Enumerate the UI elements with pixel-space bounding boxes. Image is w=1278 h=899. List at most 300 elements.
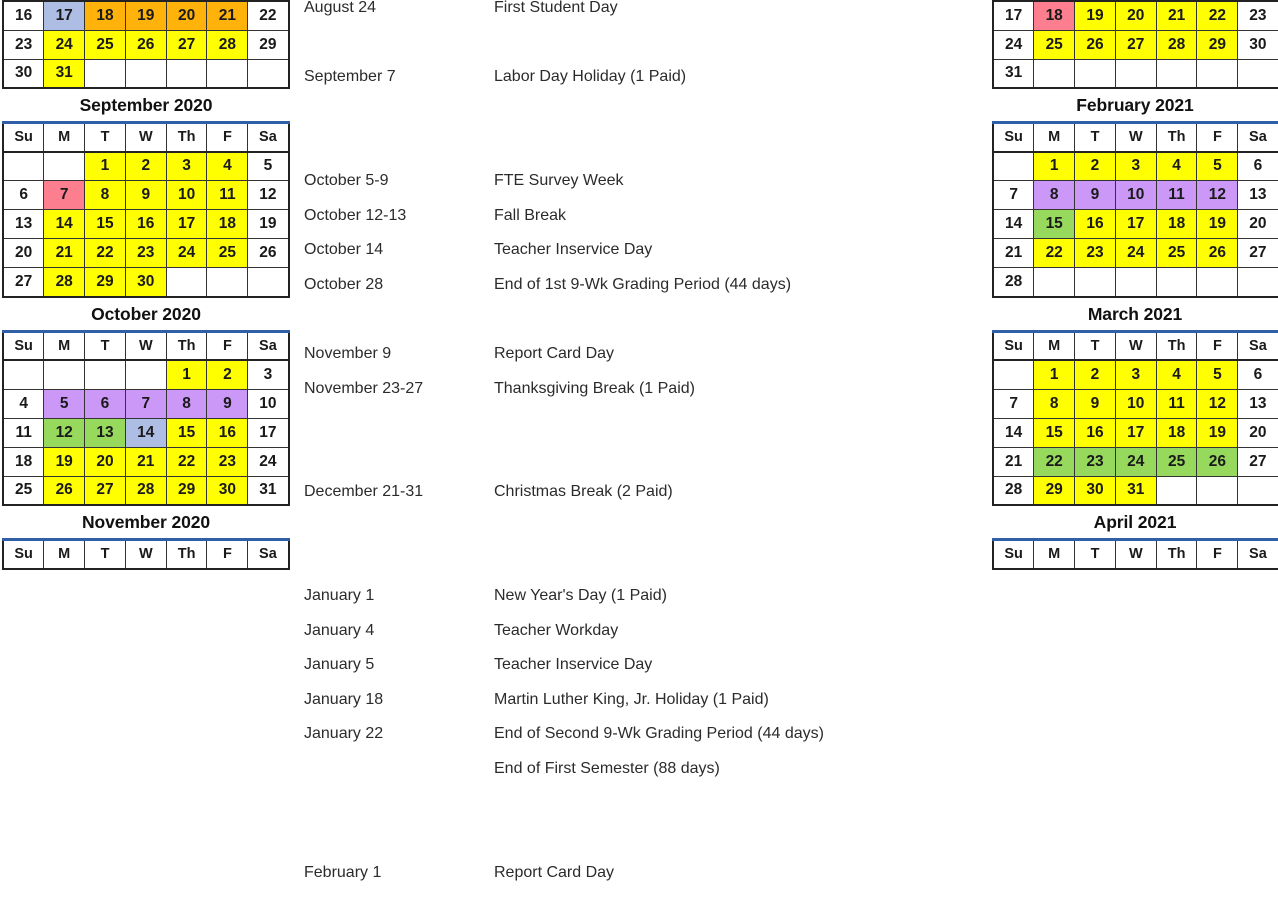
month-title: October 2020	[91, 303, 201, 324]
day-cell-6[interactable]: 6	[85, 389, 126, 418]
weekday-header-m: M	[1034, 123, 1075, 152]
day-cell-20[interactable]: 20	[1115, 1, 1156, 30]
calendar-week-row	[3, 418, 289, 447]
day-cell-16[interactable]: 16	[3, 1, 44, 30]
event-date: January 5	[304, 656, 375, 674]
day-cell-7[interactable]: 7	[993, 181, 1034, 210]
calendar-week-row	[3, 476, 289, 505]
day-cell-24[interactable]: 24	[1115, 239, 1156, 268]
day-cell-27[interactable]: 27	[3, 268, 44, 297]
weekday-header-w: W	[1115, 331, 1156, 360]
day-cell-8[interactable]: 8	[1034, 389, 1075, 418]
weekday-header-sa: Sa	[1238, 331, 1278, 360]
day-cell-27[interactable]: 27	[1238, 447, 1278, 476]
calendar-week-row	[3, 239, 289, 268]
day-cell-13[interactable]: 13	[1238, 389, 1278, 418]
day-cell-24[interactable]: 24	[248, 447, 289, 476]
day-cell-30[interactable]: 30	[3, 59, 44, 88]
weekday-header-f: F	[207, 540, 248, 569]
calendar-grid	[2, 330, 290, 507]
calendar-week-row	[993, 181, 1278, 210]
day-cell-4[interactable]: 4	[3, 389, 44, 418]
left-calendar-column	[0, 0, 290, 899]
day-cell-16[interactable]: 16	[1075, 210, 1116, 239]
day-cell-4[interactable]: 4	[1156, 360, 1197, 389]
weekday-header-f: F	[207, 331, 248, 360]
calendar-grid	[2, 121, 290, 298]
calendar-week-row	[3, 210, 289, 239]
day-cell-6[interactable]: 6	[3, 181, 44, 210]
day-cell-18[interactable]: 18	[3, 447, 44, 476]
event-date: December 21-31	[304, 483, 424, 501]
day-cell-23[interactable]: 23	[207, 447, 248, 476]
event-description: Thanksgiving Break (1 Paid)	[494, 379, 695, 397]
day-cell-27[interactable]: 27	[166, 30, 207, 59]
day-cell-28[interactable]: 28	[207, 30, 248, 59]
event-row	[304, 381, 988, 416]
day-cell-8[interactable]: 8	[85, 181, 126, 210]
day-cell-3[interactable]: 3	[1115, 152, 1156, 181]
day-cell-13[interactable]: 13	[1238, 181, 1278, 210]
event-row	[304, 865, 988, 899]
month-march-2021	[992, 298, 1278, 507]
calendar-week-row	[993, 30, 1278, 59]
day-cell-7[interactable]: 7	[44, 181, 85, 210]
day-cell-18[interactable]: 18	[85, 1, 126, 30]
day-cell-21[interactable]: 21	[125, 447, 166, 476]
month-title: February 2021	[1076, 95, 1194, 115]
weekday-header-su: Su	[993, 123, 1034, 152]
day-cell-5[interactable]: 5	[44, 389, 85, 418]
calendar-week-row	[993, 1, 1278, 30]
day-cell-13[interactable]: 13	[3, 210, 44, 239]
calendar-week-row	[993, 210, 1278, 239]
day-cell-17[interactable]: 17	[248, 418, 289, 447]
day-cell-empty	[125, 360, 166, 389]
day-cell-7[interactable]: 7	[993, 389, 1034, 418]
day-cell-25[interactable]: 25	[1156, 239, 1197, 268]
day-cell-28[interactable]: 28	[125, 476, 166, 505]
weekday-header-w: W	[1115, 123, 1156, 152]
day-cell-5[interactable]: 5	[1197, 360, 1238, 389]
day-cell-21[interactable]: 21	[993, 447, 1034, 476]
day-cell-empty	[1034, 59, 1075, 88]
day-cell-14[interactable]: 14	[993, 210, 1034, 239]
weekday-header-sa: Sa	[248, 331, 289, 360]
day-cell-15[interactable]: 15	[85, 210, 126, 239]
weekday-header-su: Su	[3, 540, 44, 569]
day-cell-3[interactable]: 3	[248, 360, 289, 389]
day-cell-9[interactable]: 9	[1075, 389, 1116, 418]
day-cell-20[interactable]: 20	[85, 447, 126, 476]
day-cell-8[interactable]: 8	[1034, 181, 1075, 210]
day-cell-empty	[3, 152, 44, 181]
calendar-week-row	[993, 476, 1278, 505]
event-row	[304, 346, 988, 381]
day-cell-25[interactable]: 25	[3, 476, 44, 505]
day-cell-29[interactable]: 29	[85, 268, 126, 297]
calendar-week-row	[993, 59, 1278, 88]
event-date: October 28	[304, 275, 384, 293]
day-cell-empty	[3, 360, 44, 389]
weekday-header-sa: Sa	[248, 123, 289, 152]
event-date: November 9	[304, 344, 392, 362]
event-date: January 18	[304, 690, 384, 708]
weekday-header-m: M	[44, 123, 85, 152]
day-cell-30[interactable]: 30	[1075, 476, 1116, 505]
day-cell-22[interactable]: 22	[1034, 239, 1075, 268]
calendar-grid	[2, 538, 290, 570]
day-cell-empty	[1075, 59, 1116, 88]
day-cell-21[interactable]: 21	[44, 239, 85, 268]
event-row	[304, 242, 988, 277]
day-cell-1[interactable]: 1	[85, 152, 126, 181]
day-cell-24[interactable]: 24	[1115, 447, 1156, 476]
day-cell-17[interactable]: 17	[1115, 210, 1156, 239]
day-cell-6[interactable]: 6	[1238, 360, 1278, 389]
day-cell-empty	[1238, 268, 1278, 297]
day-cell-12[interactable]: 12	[248, 181, 289, 210]
calendar-grid	[992, 121, 1278, 298]
day-cell-26[interactable]: 26	[44, 476, 85, 505]
day-cell-10[interactable]: 10	[166, 181, 207, 210]
event-description: End of Second 9-Wk Grading Period (44 days)	[494, 725, 824, 743]
calendar-week-row	[3, 268, 289, 297]
weekday-header-m: M	[44, 540, 85, 569]
day-cell-10[interactable]: 10	[248, 389, 289, 418]
event-description: Teacher Workday	[494, 621, 619, 639]
day-cell-3[interactable]: 3	[166, 152, 207, 181]
day-cell-15[interactable]: 15	[166, 418, 207, 447]
day-cell-19[interactable]: 19	[1075, 1, 1116, 30]
calendar-grid	[2, 0, 290, 89]
day-cell-17[interactable]: 17	[1115, 418, 1156, 447]
weekday-header-row	[3, 123, 289, 152]
day-cell-28[interactable]: 28	[44, 268, 85, 297]
day-cell-30[interactable]: 30	[207, 476, 248, 505]
day-cell-25[interactable]: 25	[1034, 30, 1075, 59]
calendar-week-row	[993, 239, 1278, 268]
day-cell-5[interactable]: 5	[1197, 152, 1238, 181]
weekday-header-t: T	[1075, 331, 1116, 360]
day-cell-16[interactable]: 16	[125, 210, 166, 239]
day-cell-22[interactable]: 22	[248, 1, 289, 30]
weekday-header-w: W	[1115, 540, 1156, 569]
day-cell-1[interactable]: 1	[1034, 152, 1075, 181]
day-cell-4[interactable]: 4	[1156, 152, 1197, 181]
calendar-week-row	[3, 59, 289, 88]
day-cell-empty	[207, 59, 248, 88]
right-calendar-column	[988, 0, 1278, 899]
day-cell-31[interactable]: 31	[1115, 476, 1156, 505]
event-description: Fall Break	[494, 206, 567, 224]
day-cell-25[interactable]: 25	[85, 30, 126, 59]
day-cell-20[interactable]: 20	[166, 1, 207, 30]
day-cell-18[interactable]: 18	[1156, 418, 1197, 447]
event-date: January 4	[304, 621, 375, 639]
day-cell-21[interactable]: 21	[1156, 1, 1197, 30]
event-spacer	[304, 35, 988, 70]
month-title: April 2021	[1093, 512, 1177, 532]
event-row	[304, 173, 988, 208]
day-cell-1[interactable]: 1	[1034, 360, 1075, 389]
day-cell-21[interactable]: 21	[207, 1, 248, 30]
weekday-header-f: F	[1197, 331, 1238, 360]
weekday-header-row	[993, 540, 1278, 569]
event-date: September 7	[304, 68, 396, 86]
day-cell-empty	[85, 59, 126, 88]
day-cell-empty	[1034, 268, 1075, 297]
event-row	[304, 623, 988, 658]
day-cell-empty	[1156, 476, 1197, 505]
day-cell-empty	[248, 59, 289, 88]
day-cell-31[interactable]: 31	[993, 59, 1034, 88]
day-cell-26[interactable]: 26	[1075, 30, 1116, 59]
event-row	[304, 277, 988, 312]
month-august-2020-fragment	[2, 0, 290, 89]
event-date: October 12-13	[304, 206, 407, 224]
day-cell-17[interactable]: 17	[993, 1, 1034, 30]
day-cell-5[interactable]: 5	[248, 152, 289, 181]
event-spacer	[304, 104, 988, 139]
weekday-header-row	[3, 540, 289, 569]
calendar-grid	[992, 0, 1278, 89]
day-cell-28[interactable]: 28	[993, 476, 1034, 505]
day-cell-26[interactable]: 26	[125, 30, 166, 59]
day-cell-2[interactable]: 2	[1075, 152, 1116, 181]
day-cell-24[interactable]: 24	[44, 30, 85, 59]
calendar-week-row	[993, 152, 1278, 181]
day-cell-24[interactable]: 24	[993, 30, 1034, 59]
event-spacer	[304, 519, 988, 554]
event-description: FTE Survey Week	[494, 171, 624, 189]
day-cell-22[interactable]: 22	[1197, 1, 1238, 30]
weekday-header-th: Th	[1156, 540, 1197, 569]
calendar-week-row	[3, 447, 289, 476]
event-spacer	[304, 138, 988, 173]
day-cell-20[interactable]: 20	[1238, 418, 1278, 447]
day-cell-22[interactable]: 22	[85, 239, 126, 268]
day-cell-14[interactable]: 14	[125, 418, 166, 447]
calendar-week-row	[3, 30, 289, 59]
event-description: End of First Semester (88 days)	[494, 760, 720, 778]
calendar-week-row	[3, 152, 289, 181]
event-list	[290, 0, 988, 899]
calendar-week-row	[993, 389, 1278, 418]
event-description: Labor Day Holiday (1 Paid)	[494, 68, 687, 86]
weekday-header-f: F	[1197, 123, 1238, 152]
day-cell-11[interactable]: 11	[3, 418, 44, 447]
month-september-2020	[2, 89, 290, 298]
day-cell-29[interactable]: 29	[248, 30, 289, 59]
day-cell-empty	[1156, 59, 1197, 88]
day-cell-29[interactable]: 29	[1197, 30, 1238, 59]
day-cell-23[interactable]: 23	[125, 239, 166, 268]
day-cell-30[interactable]: 30	[125, 268, 166, 297]
day-cell-empty	[993, 360, 1034, 389]
event-row	[304, 692, 988, 727]
weekday-header-w: W	[125, 331, 166, 360]
day-cell-17[interactable]: 17	[166, 210, 207, 239]
calendar-week-row	[993, 360, 1278, 389]
day-cell-9[interactable]: 9	[207, 389, 248, 418]
day-cell-28[interactable]: 28	[1156, 30, 1197, 59]
weekday-header-f: F	[1197, 540, 1238, 569]
calendar-week-row	[3, 360, 289, 389]
month-title: March 2021	[1087, 303, 1183, 324]
day-cell-27[interactable]: 27	[1238, 239, 1278, 268]
day-cell-29[interactable]: 29	[166, 476, 207, 505]
day-cell-27[interactable]: 27	[85, 476, 126, 505]
day-cell-15[interactable]: 15	[1034, 418, 1075, 447]
day-cell-9[interactable]: 9	[125, 181, 166, 210]
weekday-header-f: F	[207, 123, 248, 152]
day-cell-11[interactable]: 11	[1156, 181, 1197, 210]
day-cell-empty	[1115, 59, 1156, 88]
weekday-header-t: T	[85, 123, 126, 152]
day-cell-2[interactable]: 2	[125, 152, 166, 181]
day-cell-22[interactable]: 22	[166, 447, 207, 476]
day-cell-19[interactable]: 19	[125, 1, 166, 30]
event-row	[304, 69, 988, 104]
day-cell-23[interactable]: 23	[3, 30, 44, 59]
day-cell-10[interactable]: 10	[1115, 181, 1156, 210]
day-cell-4[interactable]: 4	[207, 152, 248, 181]
event-date: October 5-9	[304, 171, 389, 189]
day-cell-18[interactable]: 18	[1034, 1, 1075, 30]
day-cell-6[interactable]: 6	[1238, 152, 1278, 181]
day-cell-17[interactable]: 17	[44, 1, 85, 30]
event-row	[304, 726, 988, 761]
day-cell-21[interactable]: 21	[993, 239, 1034, 268]
weekday-header-m: M	[1034, 540, 1075, 569]
day-cell-12[interactable]: 12	[1197, 389, 1238, 418]
day-cell-13[interactable]: 13	[85, 418, 126, 447]
day-cell-12[interactable]: 12	[44, 418, 85, 447]
day-cell-19[interactable]: 19	[1197, 418, 1238, 447]
day-cell-7[interactable]: 7	[125, 389, 166, 418]
day-cell-empty	[125, 59, 166, 88]
day-cell-15[interactable]: 15	[1034, 210, 1075, 239]
day-cell-23[interactable]: 23	[1075, 239, 1116, 268]
event-description: End of 1st 9-Wk Grading Period (44 days)	[494, 275, 792, 293]
day-cell-26[interactable]: 26	[1197, 447, 1238, 476]
event-date: January 22	[304, 725, 384, 743]
calendar-week-row	[3, 181, 289, 210]
day-cell-2[interactable]: 2	[207, 360, 248, 389]
weekday-header-th: Th	[1156, 123, 1197, 152]
weekday-header-su: Su	[3, 123, 44, 152]
weekday-header-m: M	[44, 331, 85, 360]
day-cell-26[interactable]: 26	[248, 239, 289, 268]
day-cell-23[interactable]: 23	[1075, 447, 1116, 476]
day-cell-29[interactable]: 29	[1034, 476, 1075, 505]
event-row	[304, 0, 988, 35]
calendar-week-row	[993, 418, 1278, 447]
month-april-2021-header	[992, 506, 1278, 570]
event-description: Report Card Day	[494, 863, 615, 881]
weekday-header-t: T	[85, 331, 126, 360]
day-cell-27[interactable]: 27	[1115, 30, 1156, 59]
day-cell-1[interactable]: 1	[166, 360, 207, 389]
weekday-header-th: Th	[166, 123, 207, 152]
day-cell-25[interactable]: 25	[1156, 447, 1197, 476]
event-spacer	[304, 415, 988, 450]
weekday-header-row	[993, 123, 1278, 152]
day-cell-25[interactable]: 25	[207, 239, 248, 268]
day-cell-empty	[1197, 476, 1238, 505]
event-date: October 14	[304, 241, 384, 259]
weekday-header-sa: Sa	[248, 540, 289, 569]
event-date: November 23-27	[304, 379, 424, 397]
event-description: Christmas Break (2 Paid)	[494, 483, 673, 501]
calendar-week-row	[993, 268, 1278, 297]
weekday-header-su: Su	[993, 331, 1034, 360]
weekday-header-t: T	[85, 540, 126, 569]
weekday-header-w: W	[125, 123, 166, 152]
day-cell-9[interactable]: 9	[1075, 181, 1116, 210]
day-cell-28[interactable]: 28	[993, 268, 1034, 297]
day-cell-empty	[85, 360, 126, 389]
event-description: New Year's Day (1 Paid)	[494, 587, 667, 605]
day-cell-19[interactable]: 19	[248, 210, 289, 239]
day-cell-26[interactable]: 26	[1197, 239, 1238, 268]
day-cell-22[interactable]: 22	[1034, 447, 1075, 476]
day-cell-8[interactable]: 8	[166, 389, 207, 418]
day-cell-16[interactable]: 16	[207, 418, 248, 447]
day-cell-31[interactable]: 31	[44, 59, 85, 88]
day-cell-24[interactable]: 24	[166, 239, 207, 268]
month-title: September 2020	[79, 95, 213, 115]
day-cell-2[interactable]: 2	[1075, 360, 1116, 389]
day-cell-empty	[1238, 476, 1278, 505]
day-cell-16[interactable]: 16	[1075, 418, 1116, 447]
day-cell-3[interactable]: 3	[1115, 360, 1156, 389]
day-cell-23[interactable]: 23	[1238, 1, 1278, 30]
day-cell-18[interactable]: 18	[207, 210, 248, 239]
month-january-2021-fragment	[992, 0, 1278, 89]
event-row	[304, 761, 988, 796]
month-november-2020-header	[2, 506, 290, 570]
calendar-grid	[992, 330, 1278, 507]
event-spacer	[304, 796, 988, 831]
event-row	[304, 484, 988, 519]
event-date: January 1	[304, 587, 375, 605]
day-cell-19[interactable]: 19	[44, 447, 85, 476]
day-cell-19[interactable]: 19	[1197, 210, 1238, 239]
day-cell-30[interactable]: 30	[1238, 30, 1278, 59]
event-row	[304, 657, 988, 692]
weekday-header-sa: Sa	[1238, 540, 1278, 569]
event-row	[304, 208, 988, 243]
day-cell-31[interactable]: 31	[248, 476, 289, 505]
weekday-header-t: T	[1075, 123, 1116, 152]
calendar-week-row	[3, 1, 289, 30]
day-cell-14[interactable]: 14	[993, 418, 1034, 447]
day-cell-20[interactable]: 20	[1238, 210, 1278, 239]
event-description: First Student Day	[494, 0, 618, 16]
day-cell-12[interactable]: 12	[1197, 181, 1238, 210]
day-cell-11[interactable]: 11	[207, 181, 248, 210]
weekday-header-su: Su	[3, 331, 44, 360]
day-cell-18[interactable]: 18	[1156, 210, 1197, 239]
event-description: Report Card Day	[494, 344, 615, 362]
weekday-header-w: W	[125, 540, 166, 569]
day-cell-11[interactable]: 11	[1156, 389, 1197, 418]
day-cell-10[interactable]: 10	[1115, 389, 1156, 418]
day-cell-20[interactable]: 20	[3, 239, 44, 268]
day-cell-14[interactable]: 14	[44, 210, 85, 239]
